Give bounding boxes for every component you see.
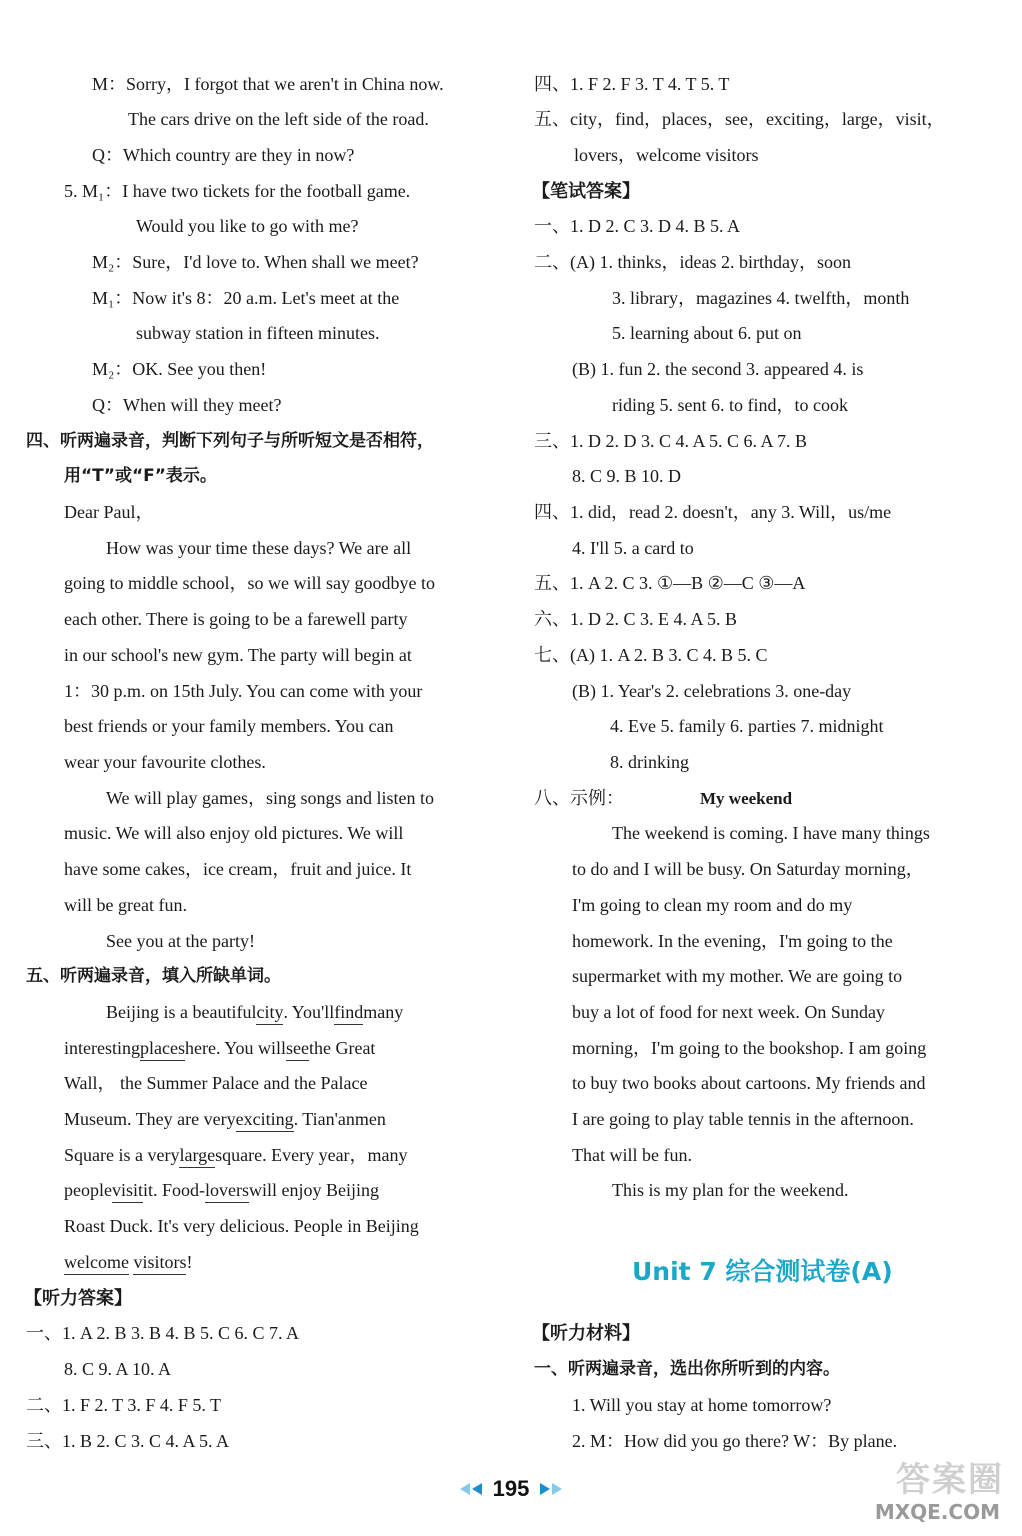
dialog-line: subway station in fifteen minutes. <box>136 323 380 343</box>
answer-line: 七、(A) 1. A 2. B 3. C 4. B 5. C <box>534 645 768 665</box>
dialog-line: M₂：OK. See you then! <box>92 359 267 379</box>
answers-header: 【听力答案】 <box>24 1288 132 1308</box>
answer-line: 5. learning about 6. put on <box>612 323 802 343</box>
passage-line: Roast Duck. It's very delicious. People in Beijing <box>64 1216 419 1236</box>
passage-text: Beijing is a beautiful <box>106 1002 257 1022</box>
question-line: 2. M：How did you go there? W：By plane. <box>572 1431 898 1451</box>
dialog-line: M₂：Sure，I'd love to. When shall we meet? <box>92 252 419 272</box>
essay-line: morning，I'm going to the bookshop. I am going <box>572 1038 927 1058</box>
dialog-line: M：Sorry，I forgot that we aren't in China now. <box>92 74 444 94</box>
blank-answer: lovers <box>205 1178 249 1203</box>
answer-line: 8. C 9. B 10. D <box>572 466 682 486</box>
passage-line <box>64 1143 408 1168</box>
blank-answer: visitors <box>133 1250 186 1275</box>
watermark-url: MXQE.COM <box>874 1500 1000 1524</box>
letter-line: each other. There is going to be a farewell party <box>64 609 408 629</box>
letter-line: 1：30 p.m. on 15th July. You can come with your <box>64 681 423 701</box>
question-line: Q：Which country are they in now? <box>92 145 355 165</box>
passage-line <box>64 1107 386 1132</box>
letter-line: See you at the party! <box>106 931 255 951</box>
essay-line: That will be fun. <box>572 1145 692 1165</box>
section-title: 五、听两遍录音，填入所缺单词。 <box>26 966 281 986</box>
essay-label: 八、示例： <box>534 788 624 808</box>
essay-line: to buy two books about cartoons. My friends and <box>572 1073 926 1093</box>
essay-line: I are going to play table tennis in the afternoon. <box>572 1109 914 1129</box>
letter-line: wear your favourite clothes. <box>64 752 266 772</box>
passage-line: Wall， the Summer Palace and the Palace <box>64 1073 368 1093</box>
answer-line: (B) 1. fun 2. the second 3. appeared 4. is <box>572 359 864 379</box>
watermark-logo <box>854 1452 1004 1532</box>
answer-line: 8. drinking <box>610 752 689 772</box>
page-number: 195 <box>492 1476 530 1501</box>
answer-line: 四、1. did，read 2. doesn't，any 3. Will，us/me <box>534 502 892 522</box>
passage-text: many <box>363 1002 404 1022</box>
essay-line: I'm going to clean my room and do my <box>572 895 853 915</box>
blank-answer: large <box>179 1143 215 1168</box>
passage-text: . You'll <box>283 1002 335 1022</box>
passage-text: it. Food- <box>143 1180 206 1200</box>
dialog-line: The cars drive on the left side of the road. <box>128 109 429 129</box>
passage-text: . Tian'anmen <box>293 1109 386 1129</box>
letter-line: have some cakes，ice cream，fruit and juice. It <box>64 859 412 879</box>
passage-text: will enjoy Beijing <box>249 1180 380 1200</box>
letter-line: How was your time these days? We are all <box>106 538 412 558</box>
arrow-left-icon <box>460 1483 470 1495</box>
essay-line: The weekend is coming. I have many things <box>612 823 930 843</box>
passage-text: square. Every year，many <box>215 1145 408 1165</box>
answer-line: 4. Eve 5. family 6. parties 7. midnight <box>610 716 884 736</box>
passage-line <box>106 1000 403 1025</box>
passage-text: ! <box>186 1252 193 1272</box>
answer-line: riding 5. sent 6. to find，to cook <box>612 395 848 415</box>
watermark-text: 答案圈 <box>896 1460 1004 1500</box>
answer-line: 二、1. F 2. T 3. F 4. F 5. T <box>26 1395 222 1415</box>
answer-line: (B) 1. Year's 2. celebrations 3. one-day <box>572 681 852 701</box>
answer-line: 六、1. D 2. C 3. E 4. A 5. B <box>534 609 738 629</box>
blank-answer: exciting <box>236 1107 294 1132</box>
unit-title: Unit 7 综合测试卷(A) <box>632 1257 893 1286</box>
passage-line <box>64 1178 379 1203</box>
section-title: 四、听两遍录音，判断下列句子与所听短文是否相符， <box>26 431 434 451</box>
passage-text: Square is a very <box>64 1145 180 1165</box>
answer-line: 一、1. D 2. C 3. D 4. B 5. A <box>534 216 741 236</box>
answer-line: 三、1. D 2. D 3. C 4. A 5. C 6. A 7. B <box>534 431 808 451</box>
answer-line: 3. library，magazines 4. twelfth，month <box>612 288 910 308</box>
passage-line <box>64 1036 375 1061</box>
essay-line: This is my plan for the weekend. <box>612 1180 849 1200</box>
essay-line: buy a lot of food for next week. On Sunday <box>572 1002 885 1022</box>
letter-line: going to middle school，so we will say goodbye to <box>64 573 435 593</box>
answer-line: 五、city，find，places，see，exciting，large，visit， <box>534 109 945 129</box>
dialog-line: 5. M₁：I have two tickets for the football game. <box>64 181 411 201</box>
answer-line: 四、1. F 2. F 3. T 4. T 5. T <box>534 74 730 94</box>
letter-line: in our school's new gym. The party will begin at <box>64 645 412 665</box>
passage-text: here. You will <box>184 1038 286 1058</box>
answers-header: 【笔试答案】 <box>532 181 640 201</box>
blank-answer: welcome <box>64 1250 129 1275</box>
essay-line: supermarket with my mother. We are going to <box>572 966 903 986</box>
dialog-line: Would you like to go with me? <box>136 216 359 236</box>
letter-line: Dear Paul， <box>64 502 154 522</box>
answer-line: 三、1. B 2. C 3. C 4. A 5. A <box>26 1431 230 1451</box>
letter-line: We will play games，sing songs and listen to <box>106 788 435 808</box>
question-line: Q：When will they meet? <box>92 395 282 415</box>
blank-answer: city <box>256 1000 283 1025</box>
answer-line: 五、1. A 2. C 3. ①—B ②—C ③—A <box>534 573 806 593</box>
passage-text: Museum. They are very <box>64 1109 236 1129</box>
section-title: 用“T”或“F”表示。 <box>64 466 217 486</box>
passage-text: people <box>64 1180 112 1200</box>
answer-line <box>534 786 792 811</box>
blank-answer: places <box>140 1036 185 1061</box>
answer-line: lovers，welcome visitors <box>574 145 759 165</box>
question-line: 1. Will you stay at home tomorrow? <box>572 1395 832 1415</box>
passage-text: the Great <box>308 1038 376 1058</box>
arrow-right-icon <box>540 1483 550 1495</box>
answer-line: 一、1. A 2. B 3. B 4. B 5. C 6. C 7. A <box>26 1323 300 1343</box>
arrow-left-icon <box>472 1483 482 1495</box>
material-header: 【听力材料】 <box>532 1323 640 1343</box>
letter-line: music. We will also enjoy old pictures. We will <box>64 823 404 843</box>
section-title: 一、听两遍录音，选出你所听到的内容。 <box>534 1359 840 1379</box>
arrow-right-icon <box>552 1483 562 1495</box>
dialog-line: M₁：Now it's 8：20 a.m. Let's meet at the <box>92 288 400 308</box>
essay-line: to do and I will be busy. On Saturday morning， <box>572 859 924 879</box>
essay-title: My weekend <box>700 789 793 808</box>
passage-text: interesting <box>64 1038 140 1058</box>
answer-line: 4. I'll 5. a card to <box>572 538 694 558</box>
blank-answer: see <box>286 1036 309 1061</box>
essay-line: homework. In the evening，I'm going to the <box>572 931 893 951</box>
passage-line <box>64 1250 192 1275</box>
letter-line: will be great fun. <box>64 895 187 915</box>
blank-answer: find <box>334 1000 363 1025</box>
blank-answer: visit <box>112 1178 143 1203</box>
answer-line: 二、(A) 1. thinks，ideas 2. birthday，soon <box>534 252 851 272</box>
letter-line: best friends or your family members. You can <box>64 716 394 736</box>
answer-line: 8. C 9. A 10. A <box>64 1359 172 1379</box>
